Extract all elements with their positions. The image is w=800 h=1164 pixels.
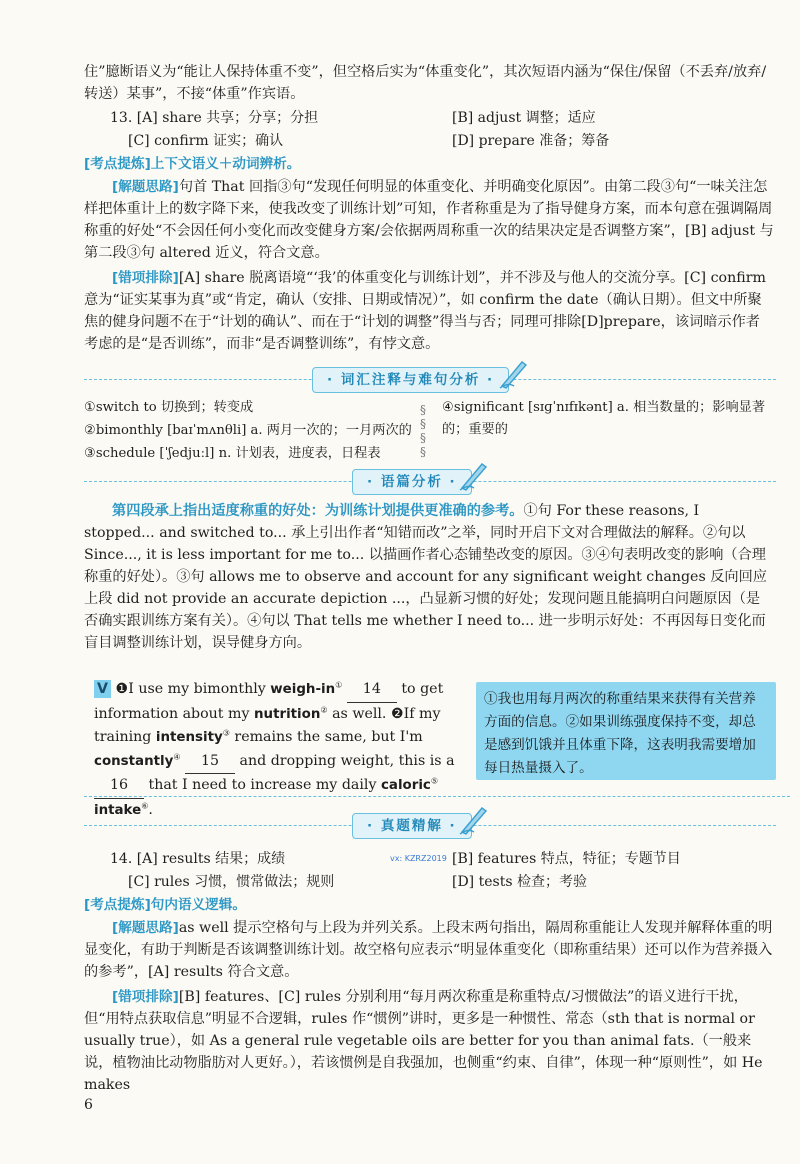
q14-point [84,894,774,916]
vocab-item-1: ①switch to 切换到；转变成 [84,400,254,415]
quill-pen-icon [456,458,490,492]
quill-pen-icon [496,356,530,390]
q14-point-tag: [考点提炼]句内语义逻辑。 [84,897,246,913]
analysis-banner [0,468,800,496]
discourse-analysis [84,500,774,654]
vocab-item-3: ③schedule [ˈʃedjuːl] n. 计划表，进度表，日程表 [84,446,381,461]
vocab-item-4: ④significant [sɪɡˈnɪfɪkənt] a. 相当数量的；影响显著的；重要的 [442,400,766,437]
q14-idea-tag: [解题思路] [112,920,179,936]
q14-option-c: [C] rules 习惯，惯常做法；规则 [128,874,335,890]
analysis-text: ①句 For these reasons, I stopped... and switched to... 承上引出作者“知错而改”之举，同时开启下文对合理做法的解释。②句以 Since..., it is less important for me to... 以描画作者心态铺垫改变的原因。③④句表明改变的影响（合理称重的好处）。③句 allows me to observe and account for any significant weight changes 反向回应上段 did not provide an accurate depiction ...，凸显新习惯的好处；发现问题且能搞明白问题原因（是否确实跟训练方案有关）。④句以 That tells me whether I need to... 进一步明示好处：不再因每日变化而盲目调整训练计划，误导健身方向。 [84,503,767,651]
page-number: 6 [84,1097,93,1113]
passage-section-v [84,670,790,818]
watermark-text: vx: KZRZ2019 [390,854,447,863]
vocab-banner [0,366,800,394]
chain-divider-icon: § § § § [420,403,426,459]
q14-option-d: [D] tests 检查；考验 [452,874,587,890]
q13-option-b: [B] adjust 调整；适应 [452,110,596,126]
vocab-item-2: ②bimonthly [baɪˈmʌnθli] a. 两月一次的；一月两次的 [84,423,412,438]
q14-idea-text: as well 提示空格句与上段为并列关系。上段末两句指出，隔周称重能让人发现并解释体重的明显变化，有助于判断是否该调整训练计划。故空格句应表示“明显体重变化（即称重结果）还可以作为营养摄入的参考”，[A] results 符合文意。 [84,920,773,980]
q13-idea-text: 句首 That 回指③句“发现任何明显的体重变化、并明确变化原因”。由第二段③句“一味关注怎样把体重计上的数字降下来，使我改变了训练计划”可知，作者称重是为了指导健身方案，而本句意在强调隔周称重的好处“不会因任何小变化而改变健身方案/会依据两周称重一次的结果决定是否调整方案”，[B] adjust 与第二段③句 altered 近义，符合文意。 [84,179,774,261]
passage-translation: ①我也用每月两次的称重结果来获得有关营养方面的信息。②如果训练强度保持不变，却总是感到饥饿并且体重下降，这表明我需要增加每日热量摄入了。 [476,682,776,780]
q13-option-d: [D] prepare 准备；筹备 [452,133,610,149]
quill-pen-icon [456,802,490,836]
analysis-banner-title: · 语篇分析 · [352,469,472,495]
q13-solution [84,176,774,264]
blank-14: 14 [347,678,397,703]
q13-option-c: [C] confirm 证实；确认 [128,133,284,149]
q13-option-a: 13. [A] share 共享；分享；分担 [110,110,319,126]
solution-banner-title: · 真题精解 · [352,813,472,839]
q13-idea-tag: [解题思路] [112,179,179,195]
continued-paragraph: 住”臆断语义为“能让人保持体重不变”，但空格后实为“体重变化”，其次短语内涵为“保住/保留（不丢弃/放弃/转送）某事”，不接“体重”作宾语。 [84,64,767,102]
q13-point-tag: [考点提炼]上下文语义＋动词辨析。 [84,156,301,172]
q14-option-b: [B] features 特点，特征；专题节目 [452,851,681,867]
blank-16: 16 [94,774,144,799]
vocab-banner-title: · 词汇注释与难句分析 · [312,367,509,393]
q13-elim-tag: [错项排除] [112,270,179,286]
q13-elimination [84,267,774,355]
q14-elim-tag: [错项排除] [112,989,179,1005]
q13-point [84,153,774,175]
q13-elim-text: [A] share 脱离语境“‘我’的体重变化与训练计划”，并不涉及与他人的交流分享。[C] confirm 意为“证实某事为真”或“肯定，确认（安排、日期或情况）”，如 confirm the date（确认日期）。但文中所聚焦的健身问题不在于“计划的确认”、而在于“计划的调整”得当与否；同理可排除[D]prepare，该词暗示作者考虑的是“是否训练”，而非“是否调整训练”，有悖文意。 [84,270,766,352]
section-v-marker: V [94,680,111,698]
analysis-lead: 第四段承上指出适度称重的好处：为训练计划提供更准确的参考。 [112,503,524,519]
q14-elimination [84,986,774,1096]
q14-option-a: 14. [A] results 结果；成绩 [110,851,286,867]
blank-15: 15 [185,750,235,775]
q14-solution [84,917,774,983]
q14-elim-text: [B] features、[C] rules 分别利用“每月两次称重是称重特点/习惯做法”的语义进行干扰，但“用特点获取信息”明显不合逻辑，rules 作“惯例”讲时，更多是一种惯性、常态（sth that is normal or usually true），如 As a general rule vegetable oils are better for you than animal fats.（一般来说，植物油比动物脂肪对人更好。），若该惯例是自我强加，也侧重“约束、自律”，体现一种“原则性”，如 He makes [84,989,763,1093]
solution-banner [0,812,800,840]
passage-english: V ❶I use my bimonthly weigh-in① 14 to get information about my nutrition② as well. ❷If my training intensity③ remains the same, but I'm constantly④ 15 and dropping weight, this is a 16 that I need to increase my daily caloric⑤ intake⑥. [94,678,462,822]
